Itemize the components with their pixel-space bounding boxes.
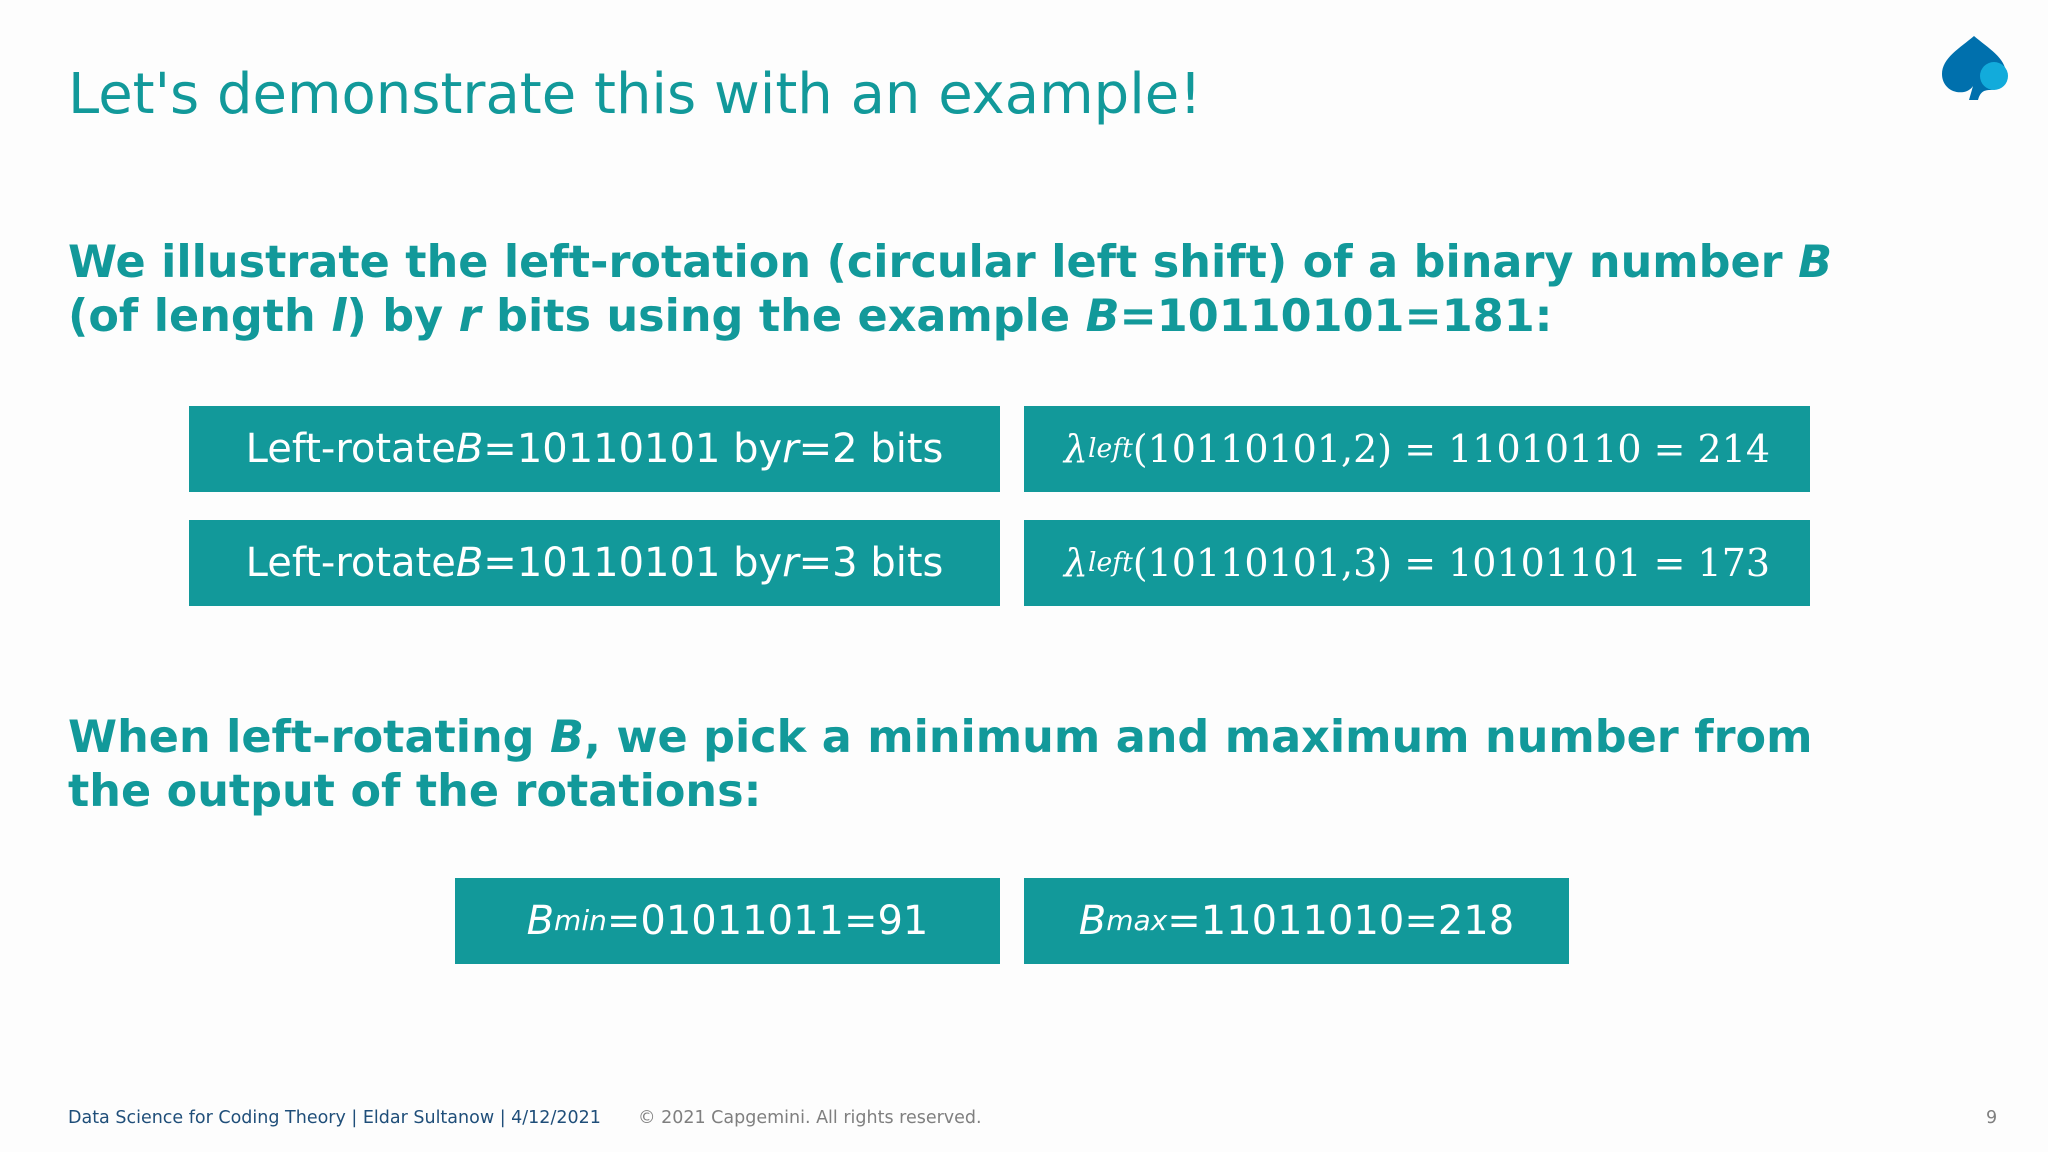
page-title: Let's demonstrate this with an example! — [68, 62, 1202, 127]
example-2-result: λ left (10110101,3) = 10101101 = 173 — [1024, 520, 1810, 606]
page-number: 9 — [1986, 1108, 1998, 1128]
footer-presentation-info: Data Science for Coding Theory | Eldar Sultanow | 4/12/2021 — [68, 1108, 601, 1128]
capgemini-spade-icon — [1938, 34, 2012, 102]
footer-copyright: © 2021 Capgemini. All rights reserved. — [638, 1108, 982, 1128]
example-1-description: Left-rotate B =10110101 by r =2 bits — [189, 406, 1000, 492]
b-max-result: B max =11011010=218 — [1024, 878, 1569, 964]
example-2-description: Left-rotate B =10110101 by r =3 bits — [189, 520, 1000, 606]
intro-paragraph: We illustrate the left-rotation (circular left shift) of a binary number B (of length l) by r bits using the example B=10110101=181: — [68, 237, 1833, 342]
example-1-result: λ left (10110101,2) = 11010110 = 214 — [1024, 406, 1810, 492]
min-max-paragraph: When left-rotating B, we pick a minimum and maximum number from the output of the rotations: — [68, 712, 1813, 817]
b-min-result: B min =01011011=91 — [455, 878, 1000, 964]
